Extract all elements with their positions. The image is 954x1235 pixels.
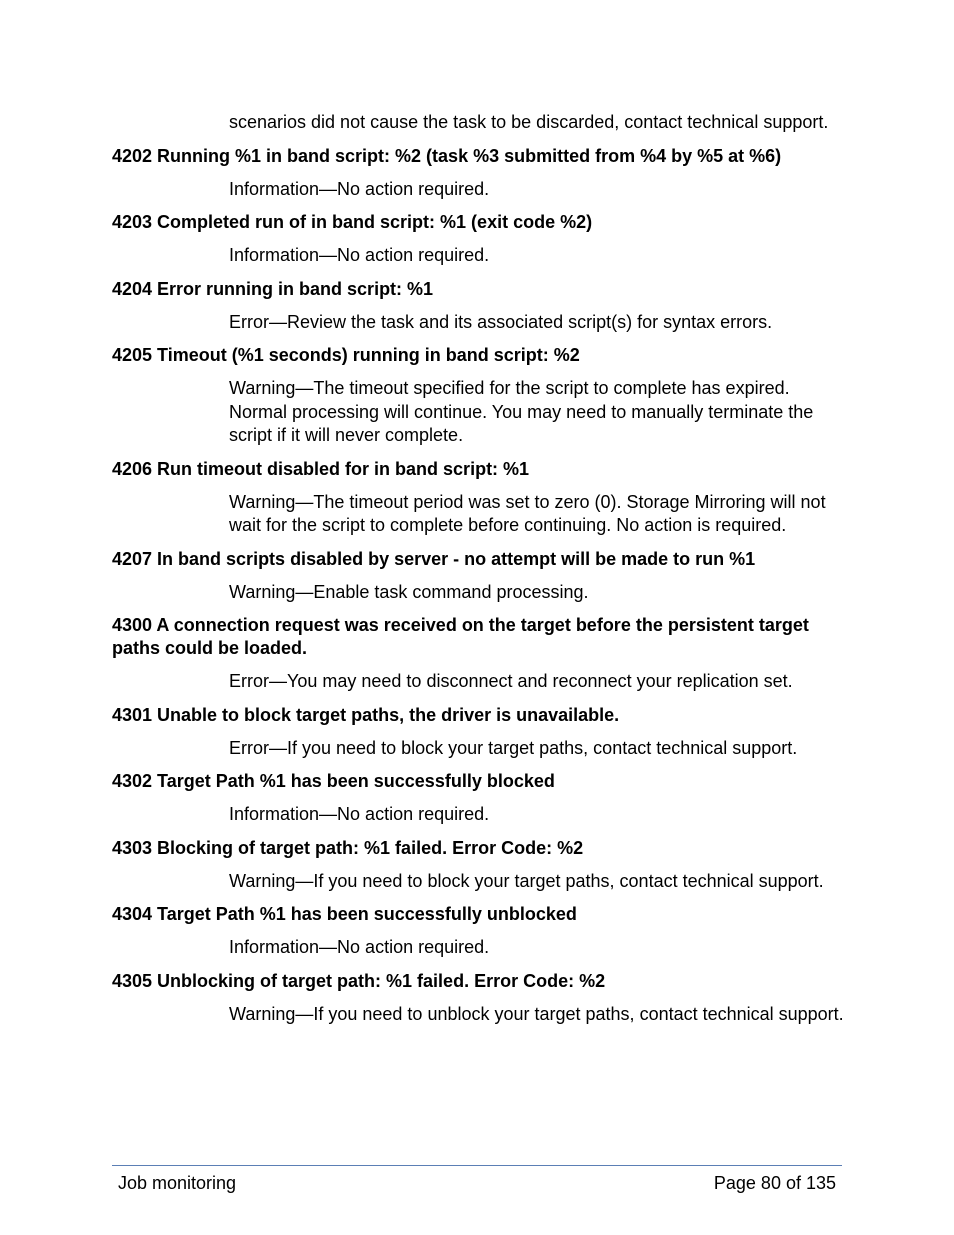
message-entry-4203 bbox=[112, 211, 844, 268]
message-entry-4202 bbox=[112, 145, 844, 202]
message-description: Information—No action required. bbox=[229, 245, 490, 265]
message-description: Information—No action required. bbox=[229, 804, 490, 824]
message-title: 4302 Target Path %1 has been successfully blocked bbox=[112, 771, 555, 791]
message-title: 4207 In band scripts disabled by server - no attempt will be made to run %1 bbox=[112, 548, 756, 569]
message-title: 4300 A connection request was received on the target before the persistent target paths could be loaded. bbox=[112, 615, 809, 658]
message-title: 4304 Target Path %1 has been successfully unblocked bbox=[112, 904, 577, 924]
message-title: 4305 Unblocking of target path: %1 failed. Error Code: %2 bbox=[112, 970, 606, 991]
message-title: 4205 Timeout (%1 seconds) running in band script: %2 bbox=[112, 345, 580, 365]
message-title: 4303 Blocking of target path: %1 failed. Error Code: %2 bbox=[112, 837, 584, 858]
message-description: Warning—The timeout specified for the script to complete has expired. Normal processing will continue. You may need to manually terminate the script if it will never complete. bbox=[229, 378, 814, 445]
message-description: Error—You may need to disconnect and reconnect your replication set. bbox=[229, 671, 793, 691]
message-title: 4202 Running %1 in band script: %2 (task %3 submitted from %4 by %5 at %6) bbox=[112, 145, 782, 166]
message-entry-4302 bbox=[112, 770, 844, 827]
message-description: Error—If you need to block your target paths, contact technical support. bbox=[229, 737, 798, 758]
message-description: Warning—If you need to unblock your target paths, contact technical support. bbox=[229, 1003, 844, 1024]
page-footer bbox=[112, 1165, 842, 1193]
message-entry-4305 bbox=[112, 970, 844, 1027]
message-entry-4303 bbox=[112, 837, 844, 894]
message-description: Warning—Enable task command processing. bbox=[229, 581, 589, 602]
message-entry-4206 bbox=[112, 458, 844, 538]
message-entry-4204 bbox=[112, 278, 844, 335]
message-title: 4301 Unable to block target paths, the driver is unavailable. bbox=[112, 704, 620, 725]
message-entry-4301 bbox=[112, 704, 844, 761]
message-description: Error—Review the task and its associated script(s) for syntax errors. bbox=[229, 311, 773, 332]
message-title: 4206 Run timeout disabled for in band script: %1 bbox=[112, 458, 530, 479]
message-description: Information—No action required. bbox=[229, 178, 490, 199]
continued-paragraph: scenarios did not cause the task to be discarded, contact technical support. bbox=[229, 112, 829, 132]
message-description: Information—No action required. bbox=[229, 937, 490, 957]
message-entry-4205 bbox=[112, 344, 844, 448]
message-entry-4300 bbox=[112, 614, 844, 694]
message-entry-4207 bbox=[112, 548, 844, 605]
message-title: 4204 Error running in band script: %1 bbox=[112, 278, 434, 299]
message-entry-4304 bbox=[112, 903, 844, 960]
message-description: Warning—If you need to block your target paths, contact technical support. bbox=[229, 870, 824, 891]
document-body bbox=[112, 111, 844, 1036]
message-title: 4203 Completed run of in band script: %1 (exit code %2) bbox=[112, 212, 593, 232]
footer-section-title: Job monitoring bbox=[118, 1173, 237, 1193]
footer-page-number: Page 80 of 135 bbox=[713, 1173, 836, 1193]
message-description: Warning—The timeout period was set to zero (0). Storage Mirroring will not wait for the script to complete before continuing. No action is required. bbox=[229, 491, 826, 535]
